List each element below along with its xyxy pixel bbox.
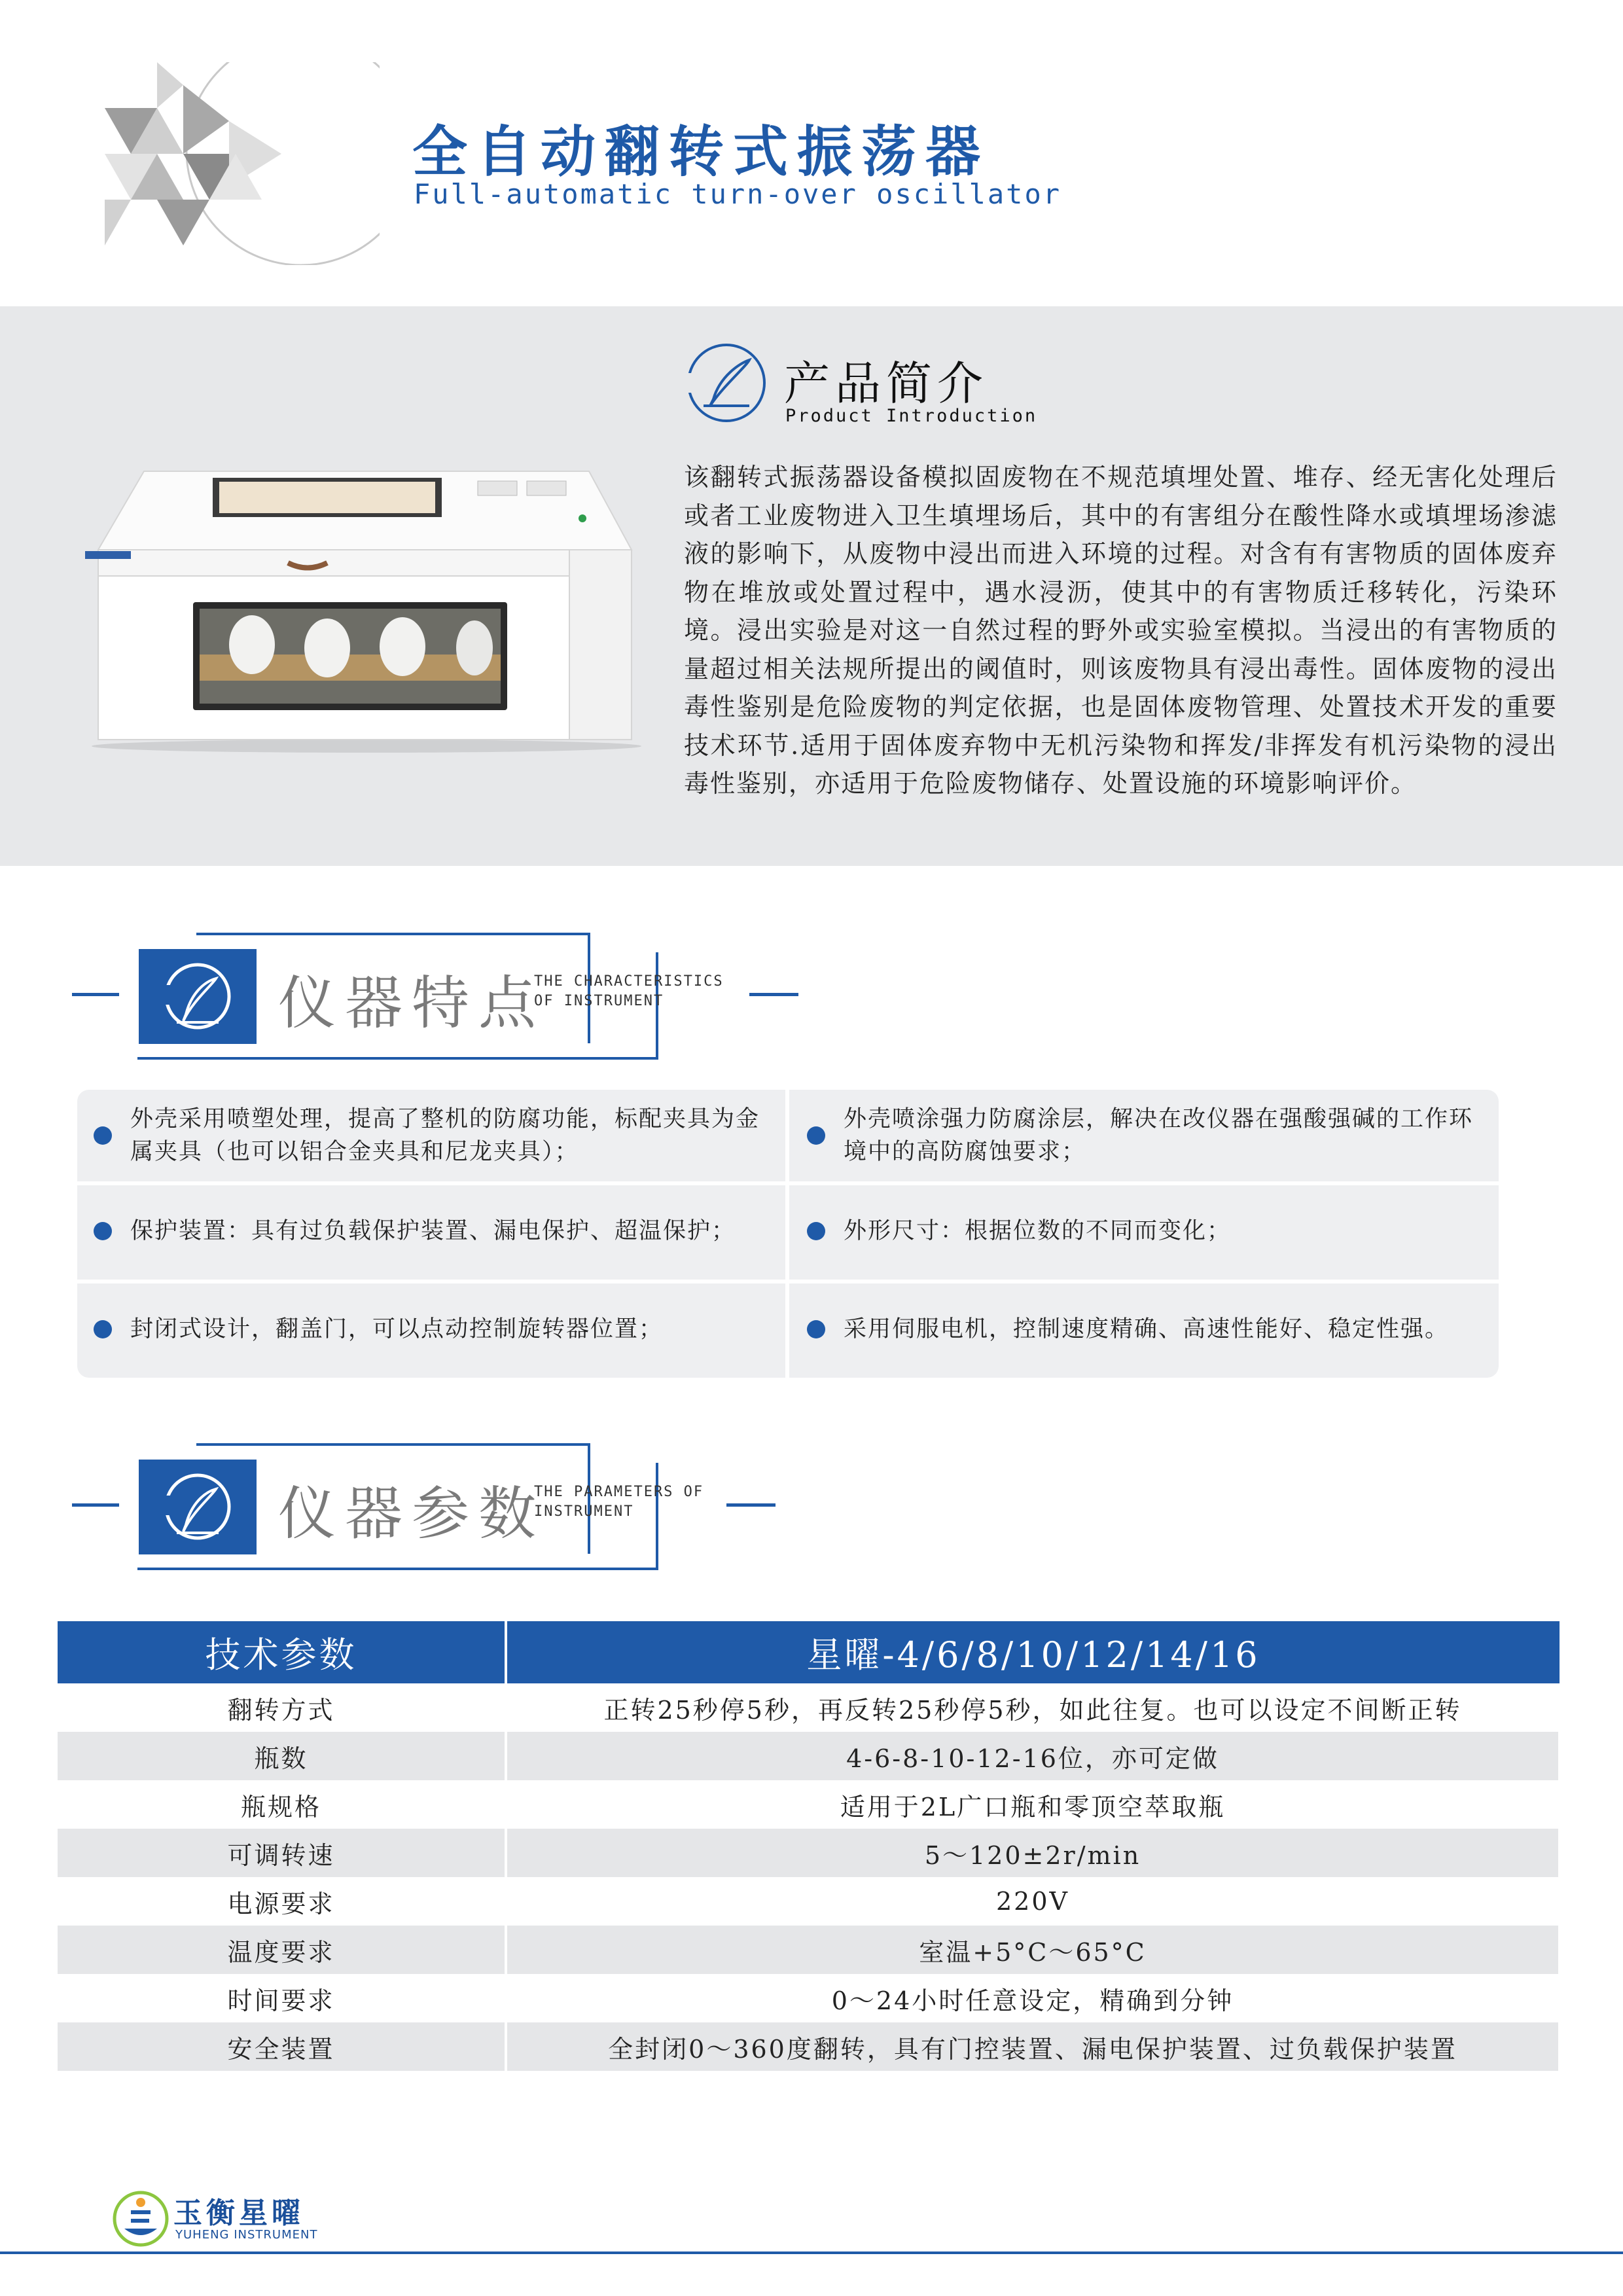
feature-item — [94, 1090, 774, 1181]
param-value: 220V — [506, 1877, 1560, 1926]
intro-title: 产品简介 — [784, 357, 988, 410]
table-row — [58, 1877, 1560, 1926]
table-row — [58, 1780, 1560, 1829]
feature-text: 保护装置：具有过负载保护装置、漏电保护、超温保护； — [130, 1218, 736, 1244]
table-row — [58, 1926, 1560, 1974]
decor-line-left — [72, 1503, 119, 1507]
table-header-cell: 星曜-4/6/8/10/12/14/16 — [506, 1621, 1560, 1683]
params-section-header — [72, 1443, 792, 1568]
param-name: 翻转方式 — [58, 1683, 506, 1732]
param-name: 安全装置 — [58, 2022, 506, 2071]
table-header-cell: 技术参数 — [58, 1621, 506, 1683]
product-image — [72, 458, 648, 753]
param-value: 全封闭0～360度翻转，具有门控装置、漏电保护装置、过负载保护装置 — [506, 2022, 1560, 2071]
param-name: 瓶规格 — [58, 1780, 506, 1829]
feature-text: 外形尺寸：根据位数的不同而变化； — [844, 1218, 1232, 1244]
features-title-en: THE CHARACTERISTICS OF INSTRUMENT — [534, 973, 724, 1009]
feature-text: 采用伺服电机，控制速度精确、高速性能好、稳定性强。 — [844, 1316, 1450, 1342]
param-value: 适用于2L广口瓶和零顶空萃取瓶 — [506, 1780, 1560, 1829]
param-name: 时间要求 — [58, 1974, 506, 2022]
brand-name: 玉衡星曜 — [173, 2197, 304, 2230]
features-grid — [77, 1090, 1499, 1378]
header-blue-box — [139, 949, 257, 1044]
feature-item — [807, 1185, 1481, 1277]
feature-text: 外壳采用喷塑处理，提高了整机的防腐功能，标配夹具为金属夹具（也可以铝合金夹具和尼龙夹具）； — [130, 1106, 760, 1165]
params-title: 仪器参数 — [278, 1480, 546, 1547]
table-header-row — [58, 1621, 1560, 1683]
intro-subtitle-en: Product Introduction — [785, 406, 1038, 426]
header-triangle-decoration — [105, 62, 380, 265]
quill-logo-icon — [684, 340, 769, 425]
header-blue-box — [139, 1460, 257, 1554]
quill-icon — [139, 1460, 257, 1554]
decor-line-right — [726, 1503, 776, 1507]
features-title: 仪器特点 — [278, 969, 546, 1037]
bullet-dot-icon — [94, 1222, 112, 1240]
brand-logo-icon — [111, 2189, 170, 2248]
param-value: 0～24小时任意设定，精确到分钟 — [506, 1974, 1560, 2022]
footer-divider — [0, 2251, 1623, 2254]
feature-item — [94, 1283, 774, 1375]
bullet-dot-icon — [807, 1126, 825, 1145]
features-section-header — [72, 933, 792, 1057]
param-name: 温度要求 — [58, 1926, 506, 1974]
bullet-dot-icon — [94, 1126, 112, 1145]
bullet-dot-icon — [94, 1320, 112, 1338]
table-row — [58, 1974, 1560, 2022]
bullet-dot-icon — [807, 1320, 825, 1338]
params-table — [58, 1621, 1561, 2071]
brand-name-en: YUHENG INSTRUMENT — [175, 2228, 318, 2242]
feature-item — [807, 1090, 1481, 1181]
param-value: 室温+5°C～65°C — [506, 1926, 1560, 1974]
param-name: 可调转速 — [58, 1829, 506, 1877]
feature-item — [807, 1283, 1481, 1375]
decor-line-left — [72, 993, 119, 996]
quill-icon — [139, 949, 257, 1044]
intro-paragraph: 该翻转式振荡器设备模拟固废物在不规范填埋处置、堆存、经无害化处理后或者工业废物进入卫生填埋场后，其中的有害组分在酸性降水或填埋场渗滤液的影响下，从废物中浸出而进入环境的过程。对含有有害物质的固体废弃物在堆放或处置过程中，遇水浸沥，使其中的有害物质迁移转化，污染环境。浸出实验是对这一自然过程的野外或实验室模拟。当浸出的有害物质的量超过相关法规所提出的阈值时，则该废物具有浸出毒性。固体废物的浸出毒性鉴别是危险废物的判定依据，也是固体废物管理、处置技术开发的重要技术环节.适用于固体废弃物中无机污染物和挥发/非挥发有机污染物的浸出毒性鉴别，亦适用于危险废物储存、处置设施的环境影响评价。 — [684, 463, 1558, 798]
table-row — [58, 2022, 1560, 2071]
feature-text: 封闭式设计，翻盖门，可以点动控制旋转器位置； — [130, 1316, 664, 1342]
param-name: 瓶数 — [58, 1732, 506, 1780]
table-row — [58, 1829, 1560, 1877]
page-subtitle-en: Full-automatic turn-over oscillator — [414, 178, 1062, 210]
param-value: 4-6-8-10-12-16位，亦可定做 — [506, 1732, 1560, 1780]
table-row — [58, 1732, 1560, 1780]
param-value: 正转25秒停5秒，再反转25秒停5秒，如此往复。也可以设定不间断正转 — [506, 1683, 1560, 1732]
bullet-dot-icon — [807, 1222, 825, 1240]
page-title: 全自动翻转式振荡器 — [412, 119, 990, 184]
params-title-en: THE PARAMETERS OF INSTRUMENT — [534, 1484, 704, 1520]
param-name: 电源要求 — [58, 1877, 506, 1926]
feature-item — [94, 1185, 774, 1277]
feature-text: 外壳喷涂强力防腐涂层，解决在改仪器在强酸强碱的工作环境中的高防腐蚀要求； — [844, 1106, 1474, 1165]
param-value: 5～120±2r/min — [506, 1829, 1560, 1877]
decor-line-right — [749, 993, 798, 996]
table-row — [58, 1683, 1560, 1732]
grid-divider-vertical — [785, 1090, 789, 1378]
